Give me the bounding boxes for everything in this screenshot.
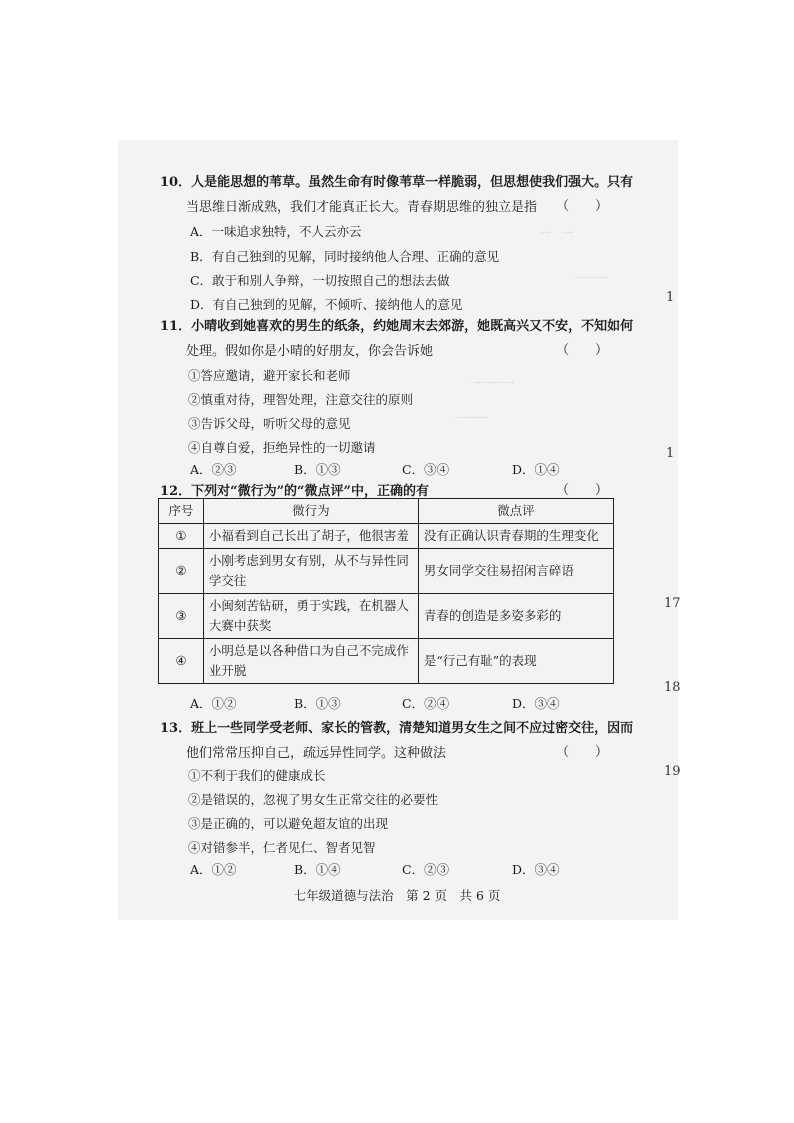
row-behavior: 小明总是以各种借口为自己不完成作业开脱 xyxy=(203,639,418,684)
q10-option-b[interactable]: B．有自己独到的见解，同时接纳他人合理、正确的意见 xyxy=(190,249,500,264)
row-comment: 青春的创造是多姿多彩的 xyxy=(418,594,613,639)
q10-option-d[interactable]: D．有自己独到的见解，不倾听、接纳他人的意见 xyxy=(190,297,463,312)
row-number: ③ xyxy=(159,594,204,639)
q10-line1: 10．人是能思想的苇草。虽然生命有时像苇草一样脆弱，但思想使我们强大。只有 xyxy=(160,175,634,190)
row-number: ① xyxy=(159,524,204,549)
q11-choice-b[interactable]: B．①③ xyxy=(294,462,341,477)
q11-statement-4: ④自尊自爱，拒绝异性的一切邀请 xyxy=(188,440,376,455)
row-behavior: 小刚考虑到男女有别，从不与异性同学交往 xyxy=(203,549,418,594)
q12-choices xyxy=(190,694,560,712)
table-row xyxy=(159,594,614,639)
q11-choice-a[interactable]: A．②③ xyxy=(190,462,237,477)
table-header-row xyxy=(159,499,614,524)
table-header: 序号 xyxy=(159,499,204,524)
q11-choices xyxy=(190,460,560,478)
q13-choice-a[interactable]: A．①② xyxy=(190,862,237,877)
row-comment: 没有正确认识青春期的生理变化 xyxy=(418,524,613,549)
table-header: 微行为 xyxy=(203,499,418,524)
q11-statement-1: ①答应邀请，避开家长和老师 xyxy=(188,368,351,383)
q10-answer-paren[interactable]: （ ） xyxy=(556,199,609,214)
q11-line1: 11．小晴收到她喜欢的男生的纸条，约她周末去郊游，她既高兴又不安，不知如何 xyxy=(160,319,634,334)
q11-choice-c[interactable]: C．③④ xyxy=(402,462,450,477)
margin-number: 19 xyxy=(664,764,681,779)
q10-option-a[interactable]: A．一味追求独特，不人云亦云 xyxy=(190,224,362,239)
q10-line2: 当思维日渐成熟，我们才能真正长大。青春期思维的独立是指 xyxy=(186,200,538,215)
q11-statement-3: ③告诉父母，听听父母的意见 xyxy=(188,416,351,431)
q13-choice-b[interactable]: B．①④ xyxy=(294,862,341,877)
q10-option-c[interactable]: C．敢于和别人争辩，一切按照自己的想法去做 xyxy=(190,273,450,288)
q13-choices xyxy=(190,860,560,878)
q13-statement-3: ③是正确的，可以避免超友谊的出现 xyxy=(188,816,389,831)
q11-choice-d[interactable]: D．①④ xyxy=(512,462,560,477)
q12-choice-c[interactable]: C．②④ xyxy=(402,696,450,711)
q11-answer-paren[interactable]: （ ） xyxy=(556,343,609,358)
row-comment: 男女同学交往易招闲言碎语 xyxy=(418,549,613,594)
row-number: ② xyxy=(159,549,204,594)
q12-choice-b[interactable]: B．①③ xyxy=(294,696,341,711)
bleed-through-text: 一一一 xyxy=(575,272,608,285)
margin-number: 18 xyxy=(664,680,681,695)
q12-answer-paren[interactable]: （ ） xyxy=(556,483,609,498)
q13-choice-d[interactable]: D．③④ xyxy=(512,862,560,877)
table-row xyxy=(159,639,614,684)
q13-statement-1: ①不利于我们的健康成长 xyxy=(188,768,326,783)
page-footer: 七年级道德与法治 第 2 页 共 6 页 xyxy=(293,888,501,903)
q11-statement-2: ②慎重对待，理智处理，注意交往的原则 xyxy=(188,392,414,407)
q13-statement-4: ④对错参半，仁者见仁、智者见智 xyxy=(188,840,376,855)
q13-choice-c[interactable]: C．②③ xyxy=(402,862,450,877)
q12-choice-a[interactable]: A．①② xyxy=(190,696,237,711)
row-behavior: 小福看到自己长出了胡子，他很害羞 xyxy=(203,524,418,549)
row-comment: 是“行己有耻”的表现 xyxy=(418,639,613,684)
q13-answer-paren[interactable]: （ ） xyxy=(556,745,609,760)
q13-line1: 13．班上一些同学受老师、家长的管教，清楚知道男女生之间不应过密交往，因而 xyxy=(160,721,634,736)
margin-number: 1 xyxy=(666,290,675,305)
table-row xyxy=(159,524,614,549)
q12-line1: 12．下列对“微行为”的“微点评”中，正确的有 xyxy=(160,484,430,499)
q13-statement-2: ②是错误的，忽视了男女生正常交往的必要性 xyxy=(188,792,439,807)
q12-choice-d[interactable]: D．③④ xyxy=(512,696,560,711)
table-row xyxy=(159,549,614,594)
q11-line2: 处理。假如你是小晴的好朋友，你会告诉她 xyxy=(186,344,434,359)
q12-table xyxy=(158,498,614,684)
margin-number: 17 xyxy=(664,596,681,611)
margin-number: 1 xyxy=(666,446,675,461)
q13-line2: 他们常常压抑自己，疏远异性同学。这种做法 xyxy=(186,746,447,761)
row-behavior: 小闽刻苦钻研，勇于实践，在机器人大赛中获奖 xyxy=(203,594,418,639)
row-number: ④ xyxy=(159,639,204,684)
bleed-through-text: 一一一一 xyxy=(470,377,514,390)
table-header: 微点评 xyxy=(418,499,613,524)
bleed-through-text: 一 一 xyxy=(540,227,573,240)
bleed-through-text: 一一一 xyxy=(455,412,488,425)
